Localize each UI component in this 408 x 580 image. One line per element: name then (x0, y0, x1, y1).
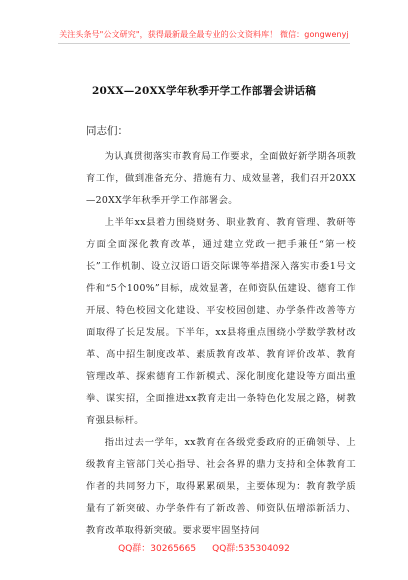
salutation: 同志们： (86, 125, 128, 137)
header-divider (58, 43, 350, 44)
paragraph-2: 上半年xx县着力围绕财务、职业教育、教育管理、教研等方面全面深化教育改革，通过建立党政一把手兼任“第一校长”工作机制、设立汉语口语交际课等举措深入落实市委1号文件和“5个100%”目标，成效显著，在师资队伍建设、德育工作开展、特色校园文化建设、平安校园创建、办学条件改善等方面取得了长足发展。下半年，xx县将重点围绕小学数学教材改革、高中招生制度改革、素质教育改革、教育评价改革、教育管理改革、探索德育工作新模式、深化制度化建设等方面出重拳、谋实招，全面推进xx教育走出一条特色化发展之路，树教育强县标杆。 (86, 217, 356, 426)
footer-contact (0, 541, 408, 554)
footer-qq-group-1: QQ群：30265665 (118, 544, 197, 554)
document-body (86, 120, 356, 542)
footer-qq-group-2: QQ群:535304092 (212, 544, 290, 554)
document-title: 20XX—20XX学年秋季开学工作部署会讲话稿 (92, 85, 316, 97)
header-banner: 关注头条号"公文研究"，获得最新最全最专业的公文资料库！ 微信：gongwenyj (59, 30, 349, 39)
paragraph-1: 为认真贯彻落实市教育局工作要求，全面做好新学期各项教育工作，做到准备充分、措施有力、成效显著，我们召开20XX—20XX学年秋季开学工作部署会。 (86, 151, 356, 206)
paragraph-3: 指出过去一学年，xx教育在各级党委政府的正确领导、上级教育主管部门关心指导、社会各界的鼎力支持和全体教育工作者的共同努力下，取得累累硕果，主要体现为：教育教学质量有了新突破、办学条件有了新改善、师资队伍增添新活力、教育改革取得新突破。要求要牢固坚持问 (86, 437, 356, 536)
